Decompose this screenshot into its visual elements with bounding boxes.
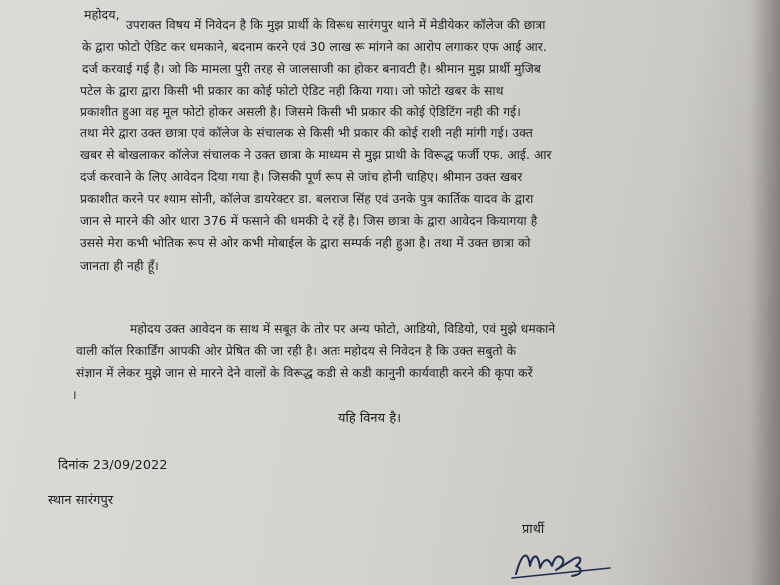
- body-line-11: उससे मेरा कभी भोतिक रूप से ओर कभी मोबाईल के द्वारा सम्पर्क नही हुआ है। तथा में उक्त छात्रा को: [80, 236, 531, 250]
- body-line-8: दर्ज करवाने के लिए आवेदन दिया गया है। जिसकी पूर्ण रूप से जांच होनी चाहिए। श्रीमान उक्त खबर: [80, 170, 523, 184]
- body-line-7: खबर से बोखलाकर कॉलेज संचालक ने उक्त छात्रा के माध्यम से मुझ प्राथी के विरूद्ध फर्जी एफ. आई. आर: [80, 148, 552, 162]
- body-line-14: वाली कॉल रिकार्डिंग आपकी ओर प्रेषित की जा रही है। अतः महोदय से निवेदन है कि उक्त सबुतो के: [76, 344, 517, 358]
- body-line-9: प्रकाशीत करने पर श्याम सोनी, कॉलेज डायरेक्टर डा. बलराज सिंह एवं उनके पुत्र कार्तिक यादव के द्वारा: [80, 192, 534, 206]
- page-edge-shadow: [750, 0, 780, 585]
- body-line-2: के द्वारा फोटो ऐडिट कर धमकाने, बदनाम करने एवं 30 लाख रू मांगने का आरोप लगाकर एफ आई आर.: [82, 40, 547, 54]
- signatory-label: प्रार्थी: [522, 522, 545, 537]
- body-line-15: संज्ञान में लेकर मुझे जान से मारने देने वालों के विरूद्ध कडी से कडी कानुनी कार्यवाही करने की कृपा करें: [76, 366, 533, 380]
- body-line-16: ।: [72, 388, 77, 402]
- body-line-10: जान से मारने की ओर धारा 376 में फसाने की धमकी दे रहें है। जिस छात्रा के द्वारा आवेदन कियागया है: [80, 214, 538, 228]
- date-line: दिनांक 23/09/2022: [58, 458, 168, 473]
- handwritten-signature: [510, 538, 630, 585]
- body-line-1: उपराक्त विषय में निवेदन है कि मुझ प्रार्थी के विरूध सारंगपुर थाने में मेडीयेकर कॉलेज की छात्रा: [126, 18, 546, 32]
- body-line-13: महोदय उक्त आवेदन क साथ में सबूत के तोर पर अन्य फोटो, आडियो, विडियो, एवं मुझे धमकाने: [130, 322, 556, 336]
- body-line-6: तथा मेरे द्वारा उक्त छात्रा एवं कॉलेज के संचालक से किसी भी प्रकार की कोई राशी नही मांगी गई। उक्त: [80, 126, 533, 140]
- body-line-3: दर्ज करवाई गई है। जो कि मामला पुरी तरह से जालसाजी का होकर बनावटी है। श्रीमान मुझ प्रार्थी मुजिब: [82, 62, 541, 76]
- closing-line: यहि विनय है।: [338, 411, 402, 426]
- place-line: स्थान सारंगपुर: [48, 493, 114, 508]
- body-line-5: प्रकाशीत हुआ वह मूल फोटो होकर असली है। जिसमे किसी भी प्रकार की कोई ऐडिटिंग नही की गई।: [80, 105, 521, 119]
- body-line-12: जानता ही नही हूँ।: [80, 259, 159, 273]
- salutation: महोदय,: [84, 7, 120, 22]
- body-line-4: पटेल के द्वारा द्वारा किसी भी प्रकार का कोई फोटो ऐडिट नही किया गया। जो फोटो खबर के साथ: [80, 84, 504, 98]
